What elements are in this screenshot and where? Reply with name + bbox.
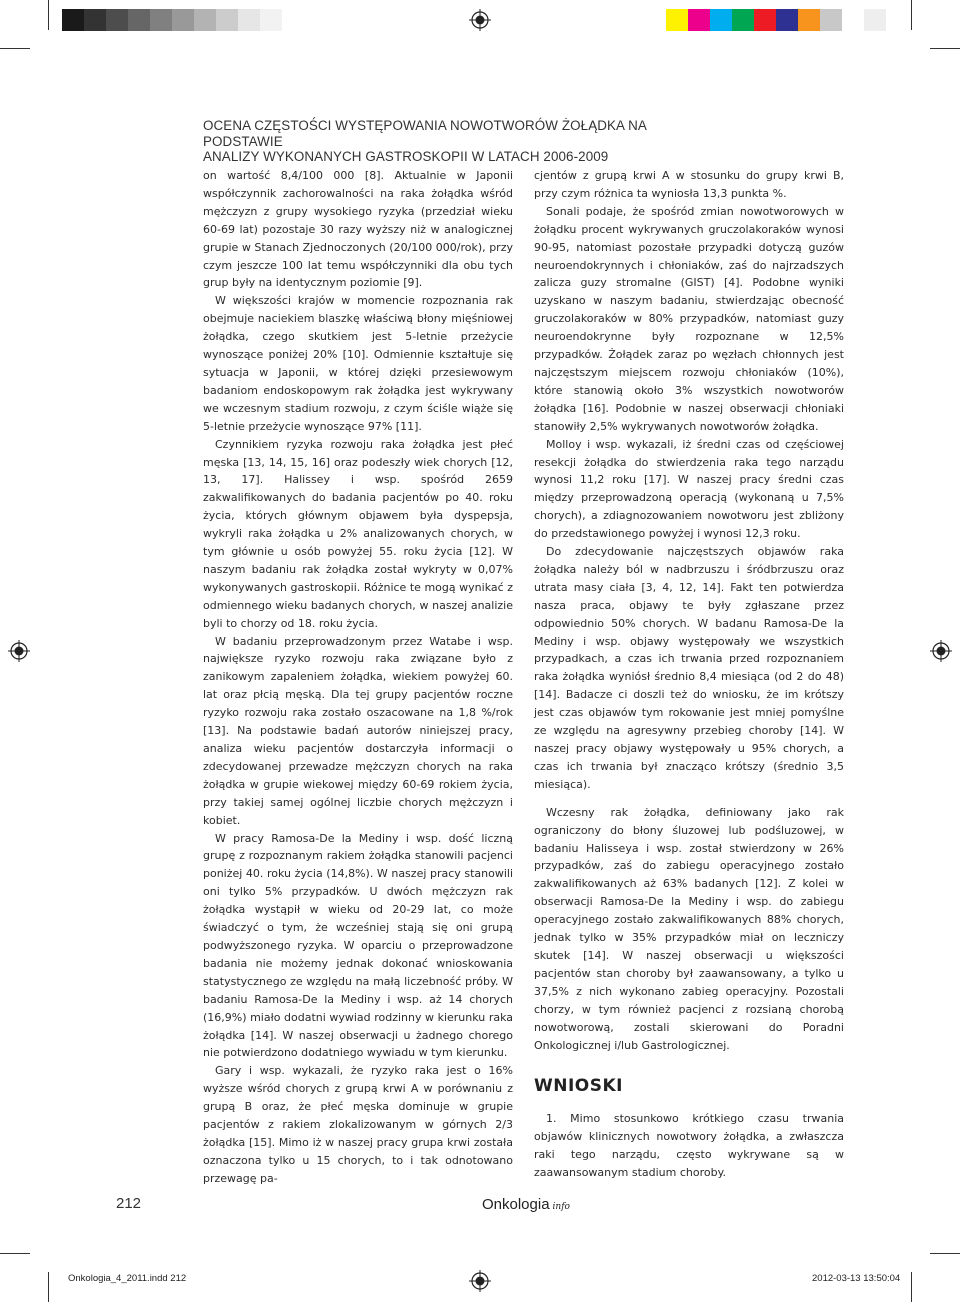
registration-mark-bottom-icon [469, 1270, 491, 1292]
running-header [203, 118, 723, 165]
header-title-line-2: ANALIZY WYKONANYCH GASTROSKOPII W LATACH 2006-2009 [203, 149, 609, 164]
registration-mark-top-icon [469, 9, 491, 31]
color-swatch [776, 9, 798, 31]
header-title-line-1: OCENA CZĘSTOŚCI WYSTĘPOWANIA NOWOTWORÓW ŻOŁĄDKA NA PODSTAWIE [203, 118, 647, 149]
color-swatch [732, 9, 754, 31]
slug-file-info: Onkologia_4_2011.indd 212 [68, 1273, 187, 1284]
color-swatch [238, 9, 260, 31]
color-swatch [864, 9, 886, 31]
color-swatch [754, 9, 776, 31]
brand-main: Onkologia [482, 1196, 550, 1213]
crop-mark [0, 48, 30, 49]
paragraph: Wczesny rak żołądka, definiowany jako rak ograniczony do błony śluzowej lub podśluzowej, w badaniu Halisseya i wsp. został stwierdzony w 26% przypadków, zaś do zabiegu operacyjnego zostało zakwalifikowanych aż 63% badanych [12]. Z kolei w obserwacji Ramosa-De la Mediny i wsp. do zabiegu operacyjnego zostało zakwalifikowanych 88% chorych, jednak tylko w 35% przypadków miał on leczniczy skutek [14]. W naszej obserwacji u większości pacjentów stan choroby był zaawansowany, a tylko u 37,5% z nich wykonano zabieg operacyjny. Pozostali chorzy, w tym również pacjenci z rozsianą chorobą nowotworową, zostali skierowani do Poradni Onkologicznej i/lub Gastrologicznej. [534, 805, 844, 1052]
color-swatch [216, 9, 238, 31]
color-swatch [688, 9, 710, 31]
color-swatch [842, 9, 864, 31]
color-swatch [84, 9, 106, 31]
brand-sub: info [552, 1202, 570, 1212]
paragraph: Gary i wsp. wykazali, że ryzyko raka jest o 16% wyższe wśród chorych z grupą krwi A w porównaniu z grupą B oraz, że płeć męska dominuje w grupie pacjentów z rakiem zlokalizowanym w górnych 2/3 żołądka [15]. Mimo iż w naszej pracy grupa krwi została oznaczona tylko u 15 chorych, to i tak odnotowano przewagę pa- [203, 1064, 513, 1185]
crop-mark [48, 1272, 49, 1302]
registration-mark-left-icon [8, 640, 30, 662]
color-swatch [172, 9, 194, 31]
paragraph: Do zdecydowanie najczęstszych objawów raka żołądka należy ból w nadbrzuszu i śródbrzuszu oraz utrata masy ciała [3, 4, 12, 14]. Fakt ten potwierdza nasza praca, objawy te były zgłaszane przez odpowiednio 50% chorych. W badanu Ramosa-De la Mediny i wsp. objawy występowały we wszystkich przypadkach, a czas ich trwania przed rozpoznaniem raka żołądka wyniósł średnio 8,4 miesiąca (od 2 do 48) [14]. Badacze ci doszli też do wniosku, że im krótszy jest czas objawów tym rokowanie jest mniej pomyślne ze względu na agresywny przebieg choroby [14]. W naszej pracy objawy występowały u 95% chorych, a czas ich trwania był znacząco krótszy (średnio 3,5 miesiąca). [534, 545, 844, 791]
paragraph: W badaniu przeprowadzonym przez Watabe i wsp. największe ryzyko rozwoju raka związane było z zanikowym zapaleniem żołądka, wiekiem powyżej 60. lat oraz płcią męską. Dla tej grupy pacjentów roczne ryzyko rozwoju raka zostało oszacowane na 1,8 %/rok [13]. Na podstawie badań autorów niniejszej pracy, analiza wieku pacjentów dostarczyła informacji o zdecydowanej przewadze mężczyzn chorych na raka żołądka w grupie wiekowej między 60-69 rokiem życia, przy takiej samej ogólnej liczbie chorych mężczyzn i kobiet. [203, 634, 513, 827]
color-swatch [798, 9, 820, 31]
conclusion-item: 1. Mimo stosunkowo krótkiego czasu trwania objawów klinicznych nowotwory żołądka, a zwłaszcza raki tego narządu, często wykrywane są w zaawansowanym stadium choroby. [534, 1112, 844, 1180]
color-swatch [106, 9, 128, 31]
cmyk-color-bar [666, 9, 886, 31]
right-text-column [534, 167, 844, 1182]
color-swatch [666, 9, 688, 31]
color-swatch [62, 9, 84, 31]
crop-mark [911, 1272, 912, 1302]
paragraph: Czynnikiem ryzyka rozwoju raka żołądka jest płeć męska [13, 14, 15, 16] oraz podeszły wiek chorych [12, 13, 17]. Halissey i wsp. spośród 2659 zakwalifikowanych do badania pacjentów po 40. roku życia, których głównym objawem była dyspepsja, wykryli raka żołądka u 2% analizowanych chorych, w tym głównie u osób powyżej 55. roku życia [12]. W naszym badaniu rak żołądka został wykryty w 0,07% wykonywanych gastroskopii. Różnice te mogą wynikać z odmiennego wieku badanych chorych, w naszej analizie byli to chorzy od 18. roku życia. [203, 437, 513, 630]
crop-mark [48, 0, 49, 30]
grayscale-color-bar [62, 9, 282, 31]
crop-mark [911, 0, 912, 30]
paragraph: W pracy Ramosa-De la Mediny i wsp. dość liczną grupę z rozpoznanym rakiem żołądka stanowili pacjenci poniżej 40. roku życia (14,8%). W naszej pracy stanowili oni tylko 5% przypadków. U dwóch mężczyzn rak żołądka wystąpił w wieku od 20-29 lat, co może świadczyć o tym, że wcześniej stają się oni grupą podwyższonego ryzyka. W oparciu o przeprowadzone badania nie możemy jednak dokonać wnioskowania statystycznego ze względu na małą liczebność próby. W badaniu Ramosa-De la Mediny i wsp. aż 14 chorych (16,9%) miało dodatni wywiad rodzinny w kierunku raka żołądka [14]. W naszej obserwacji u żadnego chorego nie potwierdzono dodatniego wywiadu w tym kierunku. [203, 831, 513, 1060]
registration-mark-right-icon [930, 640, 952, 662]
color-swatch [128, 9, 150, 31]
color-swatch [260, 9, 282, 31]
color-swatch [194, 9, 216, 31]
crop-mark [0, 1253, 30, 1254]
paragraph: Sonali podaje, że spośród zmian nowotworowych w żołądku procent wykrywanych gruczolakoraków wynosi 90-95, natomiast pozostałe przypadki dotyczą guzów neuroendokrynnych i chłoniaków, zaś do najrzadszych zalicza guzy stromalne (GIST) [4]. Podobne wyniki uzyskano w naszym badaniu, stwierdzając obecność gruczolakoraków w 80% przypadków, natomiast guzy neuroendokrynne były rozpoznane w 12,5% przypadków. Żołądek zaraz po węzłach chłonnych jest najczęstszym miejscem rozwoju chłoniaków (10%), które stanowią około 3% wszystkich nowotworów żołądka [16]. Podobnie w naszej obserwacji chłoniaki stanowiły 2,5% wykrywanych nowotworów żołądka. [534, 204, 844, 433]
page-number: 212 [116, 1195, 142, 1212]
color-swatch [710, 9, 732, 31]
paragraph: Molloy i wsp. wykazali, iż średni czas od częściowej resekcji żołądka do stwierdzenia raka tego narządu wynosi 11,2 roku [17]. W naszej pracy średni czas między przeprowadzoną operacją (wykonaną u 7,5% chorych), a zdiagnozowaniem nowotworu jest zbliżony do przedstawionego powyżej i wynosi 12,3 roku. [534, 437, 844, 541]
color-swatch [150, 9, 172, 31]
left-text-column [203, 167, 513, 1188]
crop-mark [930, 48, 960, 49]
section-heading-wnioski: WNIOSKI [534, 1076, 623, 1097]
paragraph: cjentów z grupą krwi A w stosunku do grupy krwi B, przy czym różnica ta wyniosła 13,3 punkta %. [534, 169, 844, 200]
paragraph: W większości krajów w momencie rozpoznania rak obejmuje naciekiem blaszkę właściwą błony mięśniowej żołądka, czego skutkiem jest 5-letnie przeżycie wynoszące poniżej 20% [10]. Odmiennie kształtuje się sytuacja w Japonii, w której dzięki przesiewowym badaniom endoskopowym rak żołądka jest wykrywany we wczesnym stadium rozwoju, z czym ściśle wiąże się 5-letnie przeżycie wynoszące 97% [11]. [203, 294, 513, 433]
color-swatch [820, 9, 842, 31]
crop-mark [930, 1253, 960, 1254]
journal-brand [482, 1196, 570, 1213]
paragraph: on wartość 8,4/100 000 [8]. Aktualnie w Japonii współczynnik zachorowalności na raka żołądka wśród mężczyzn z grupy wysokiego ryzyka (przedział wieku 60-69 lat) pozostaje 30 razy wyższy niż w analogicznej grupie w Stanach Zjednoczonych (20/100 000/rok), przy czym jeszcze 100 lat temu współczynniki dla obu tych grup były na identycznym poziomie [9]. [203, 169, 513, 290]
slug-timestamp: 2012-03-13 13:50:04 [812, 1273, 901, 1284]
